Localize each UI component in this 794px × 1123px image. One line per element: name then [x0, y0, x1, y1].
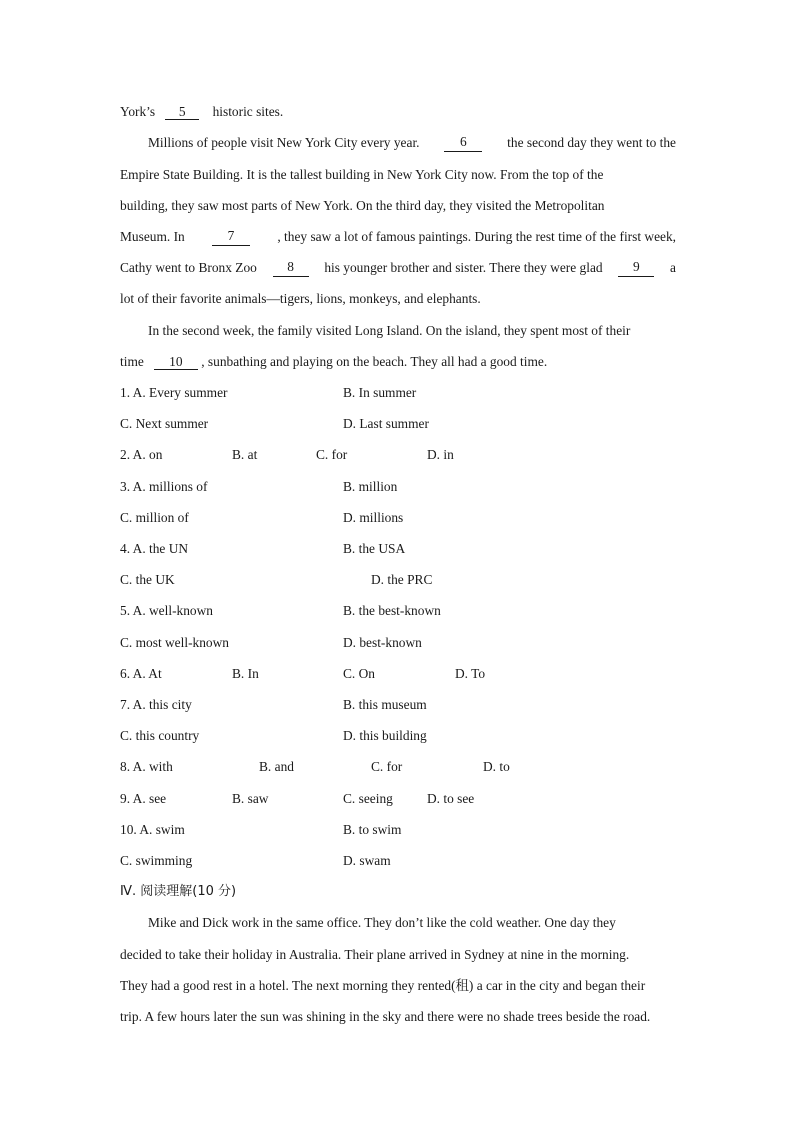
option-7c: C. this country	[120, 728, 200, 743]
blank-6: 6	[444, 134, 482, 152]
option-9d: D. to see	[427, 791, 475, 806]
option-4d: D. the PRC	[371, 572, 433, 587]
option-6a: 6. A. At	[120, 666, 162, 681]
reading-line-2: decided to take their holiday in Australia. Their plane arrived in Sydney at nine in the morning.	[120, 947, 630, 962]
option-4c: C. the UK	[120, 572, 175, 587]
passage-line-6: Cathy went to Bronx Zoo 8 his younger brother and sister. There they were glad 9 a	[120, 259, 676, 275]
blank-10: 10	[154, 354, 198, 370]
blank-7: 7	[212, 228, 250, 246]
option-7d: D. this building	[343, 728, 427, 743]
passage-line-9: time 10 , sunbathing and playing on the beach. They all had a good time.	[120, 354, 548, 369]
option-7a: 7. A. this city	[120, 697, 192, 712]
option-1c: C. Next summer	[120, 416, 209, 431]
reading-line-1: Mike and Dick work in the same office. They don’t like the cold weather. One day they	[148, 915, 616, 930]
option-2b: B. at	[232, 447, 258, 462]
option-6b: B. In	[232, 666, 259, 681]
blank-9: 9	[618, 259, 654, 277]
section-heading: Ⅳ. 阅读理解(10 分)	[120, 884, 237, 899]
option-10b: B. to swim	[343, 822, 402, 837]
option-6c: C. On	[343, 666, 375, 681]
passage-line-2: Millions of people visit New York City every year. 6 the second day they went to the	[148, 134, 676, 150]
option-5c: C. most well-known	[120, 635, 229, 650]
option-2c: C. for	[316, 447, 348, 462]
option-7b: B. this museum	[343, 697, 427, 712]
option-8a: 8. A. with	[120, 759, 173, 774]
option-3a: 3. A. millions of	[120, 479, 208, 494]
option-5b: B. the best-known	[343, 603, 441, 618]
blank-8: 8	[273, 259, 309, 277]
reading-line-3: They had a good rest in a hotel. The next morning they rented(租) a car in the city and began their	[120, 978, 646, 993]
passage-line-1: York’s 5 historic sites.	[120, 104, 284, 119]
option-5d: D. best-known	[343, 635, 422, 650]
option-4b: B. the USA	[343, 541, 406, 556]
option-8d: D. to	[483, 759, 510, 774]
option-1b: B. In summer	[343, 385, 417, 400]
option-5a: 5. A. well-known	[120, 603, 213, 618]
blank-5: 5	[165, 104, 199, 120]
option-10c: C. swimming	[120, 853, 193, 868]
option-1d: D. Last summer	[343, 416, 429, 431]
option-6d: D. To	[455, 666, 486, 681]
option-4a: 4. A. the UN	[120, 541, 189, 556]
option-9b: B. saw	[232, 791, 269, 806]
option-3b: B. million	[343, 479, 398, 494]
passage-line-4: building, they saw most parts of New York. On the third day, they visited the Metropolitan	[120, 198, 605, 213]
passage-line-8: In the second week, the family visited Long Island. On the island, they spent most of their	[148, 323, 631, 338]
option-3c: C. million of	[120, 510, 189, 525]
option-10d: D. swam	[343, 853, 391, 868]
reading-line-4: trip. A few hours later the sun was shining in the sky and there were no shade trees beside the road.	[120, 1009, 651, 1024]
passage-line-5: Museum. In 7 , they saw a lot of famous paintings. During the rest time of the first week,	[120, 228, 676, 244]
option-8c: C. for	[371, 759, 403, 774]
passage-line-3: Empire State Building. It is the tallest building in New York City now. From the top of the	[120, 167, 604, 182]
option-9c: C. seeing	[343, 791, 393, 806]
option-1a: 1. A. Every summer	[120, 385, 228, 400]
option-8b: B. and	[259, 759, 294, 774]
option-9a: 9. A. see	[120, 791, 167, 806]
option-2a: 2. A. on	[120, 447, 163, 462]
option-10a: 10. A. swim	[120, 822, 185, 837]
option-3d: D. millions	[343, 510, 404, 525]
passage-line-7: lot of their favorite animals—tigers, lions, monkeys, and elephants.	[120, 291, 481, 306]
option-2d: D. in	[427, 447, 454, 462]
